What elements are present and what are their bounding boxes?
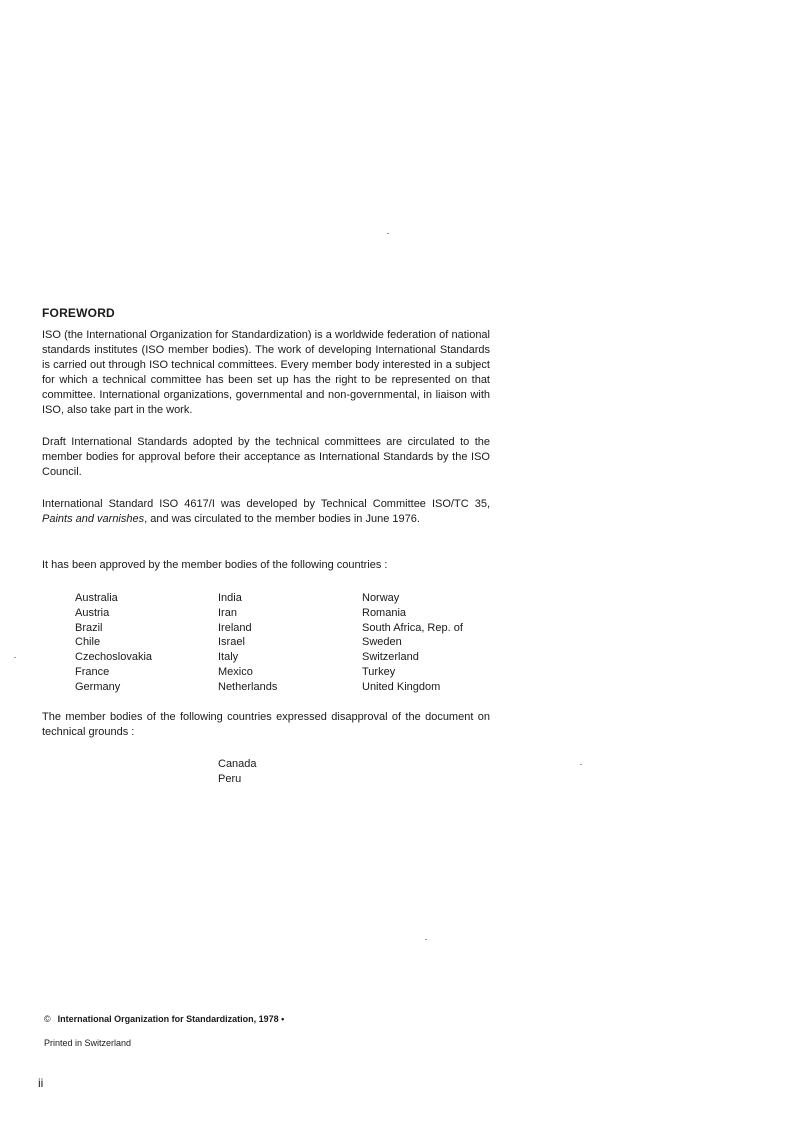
approval-intro: It has been approved by the member bodies of the following countries :: [42, 559, 388, 571]
country-item: Peru: [218, 772, 242, 785]
country-item: Czechoslovakia: [75, 651, 153, 664]
copyright-notice: [44, 1014, 284, 1024]
scan-speck: [580, 764, 582, 765]
paragraph-text-before: International Standard ISO 4617/I was developed by Technical Committee ISO/TC 35,: [42, 498, 490, 510]
country-item: Sweden: [362, 636, 402, 649]
country-item: United Kingdom: [362, 680, 441, 693]
country-item: South Africa, Rep. of: [362, 621, 463, 634]
country-item: Mexico: [218, 665, 253, 678]
page-number: ii: [38, 1076, 44, 1090]
country-item: Romania: [362, 606, 407, 619]
approving-countries-column-3: [362, 591, 463, 695]
scan-speck: [425, 939, 427, 940]
foreword-heading: FOREWORD: [42, 306, 115, 320]
country-item: Switzerland: [362, 651, 419, 664]
disapproval-intro: The member bodies of the following countries expressed disapproval of the document on technical grounds :: [42, 711, 490, 738]
country-item: India: [218, 592, 242, 604]
country-item: Turkey: [362, 665, 396, 678]
printed-location: Printed in Switzerland: [44, 1038, 132, 1048]
country-item: Canada: [218, 758, 257, 770]
draft-standards-paragraph: Draft International Standards adopted by the technical committees are circulated to the member bodies for approval before their acceptance as International Standards by the ISO Council.: [42, 436, 490, 478]
approving-countries-column-1: [75, 591, 152, 695]
scan-speck: [387, 233, 389, 234]
country-item: France: [75, 665, 110, 678]
country-item: Netherlands: [218, 680, 278, 693]
paragraph-text-after: , and was circulated to the member bodies in June 1976.: [144, 513, 420, 525]
country-item: Israel: [218, 636, 245, 649]
committee-title-italic: Paints and varnishes: [42, 513, 145, 525]
disapproving-countries-list: [218, 757, 257, 787]
country-item: Brazil: [75, 621, 103, 634]
country-item: Italy: [218, 651, 239, 664]
approving-countries-column-2: [218, 591, 277, 695]
standard-development-paragraph: [42, 497, 490, 527]
country-item: Austria: [75, 606, 110, 619]
iso-intro-paragraph: ISO (the International Organization for Standardization) is a worldwide federation of national standards institutes (ISO member bodies). The work of developing International Standards is carried out through ISO technical committees. Every member body interested in a subject for which a technical committee has been set up has the right to be represented on that committee. International organizations, governmental and non-governmental, in liaison with ISO, also take part in the work.: [42, 329, 490, 416]
country-item: Norway: [362, 592, 400, 604]
country-item: Iran: [218, 606, 237, 619]
copyright-symbol: ©: [44, 1014, 51, 1024]
country-item: Chile: [75, 636, 101, 649]
copyright-text: International Organization for Standardization, 1978 •: [57, 1014, 285, 1024]
country-item: Australia: [75, 592, 118, 604]
country-item: Ireland: [218, 621, 252, 634]
scan-speck: [14, 657, 16, 658]
country-item: Germany: [75, 680, 121, 693]
